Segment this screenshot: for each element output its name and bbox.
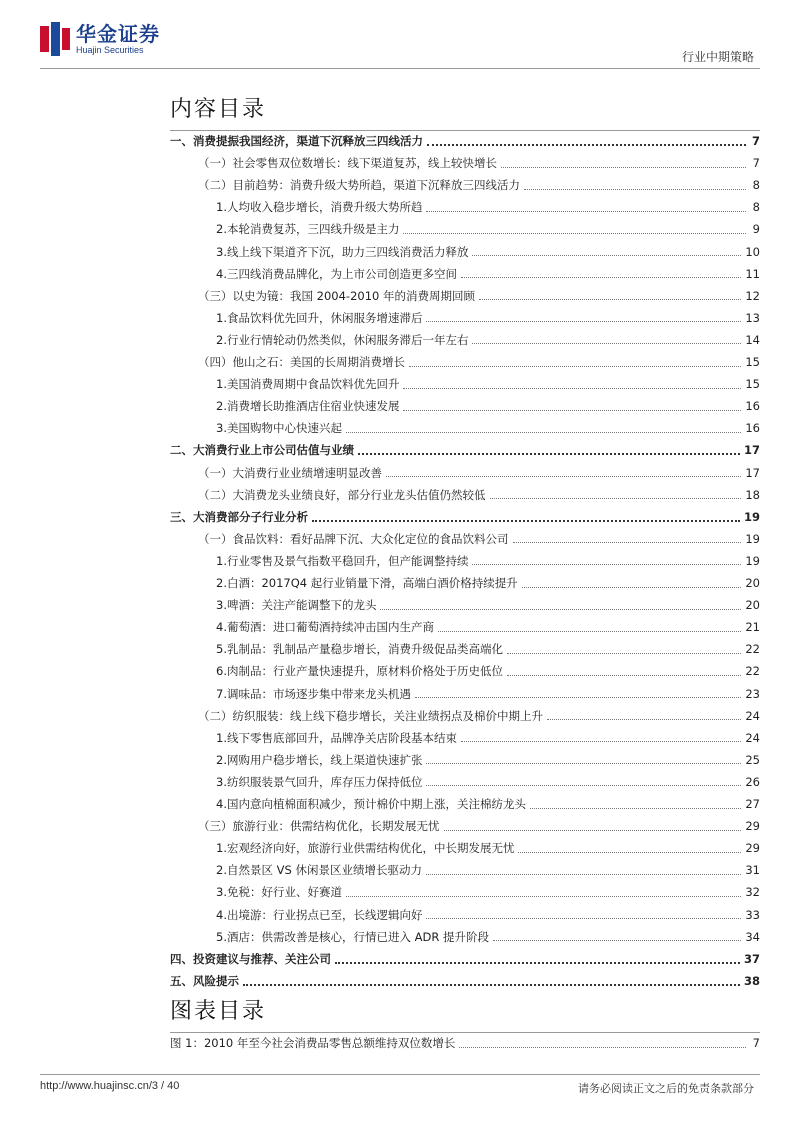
toc-entry[interactable] — [170, 285, 760, 307]
page-header — [0, 0, 800, 72]
toc-leader-dots — [415, 697, 741, 698]
toc-entry[interactable] — [170, 130, 760, 152]
toc-entry-page: 15 — [745, 377, 760, 392]
toc-entry[interactable] — [170, 417, 760, 439]
toc-entry[interactable] — [170, 373, 760, 395]
toc-leader-dots — [403, 233, 746, 234]
toc-leader-dots — [426, 211, 746, 212]
toc-leader-dots — [479, 299, 741, 300]
logo-mark-icon — [40, 22, 70, 56]
toc-entry-label: 1.宏观经济向好，旅游行业供需结构优化，中长期发展无忧 — [216, 841, 515, 856]
toc-entry-label: （三）以史为镜：我国 2004-2010 年的消费周期回顾 — [198, 288, 475, 303]
toc-entry[interactable] — [170, 218, 760, 240]
toc-leader-dots — [426, 874, 741, 875]
toc-entry-label: 二、大消费行业上市公司估值与业绩 — [170, 443, 354, 458]
toc-entry[interactable] — [170, 329, 760, 351]
toc-leader-dots — [507, 653, 741, 654]
toc-entry-label: 三、大消费部分子行业分析 — [170, 509, 308, 524]
toc-leader-dots — [459, 1047, 746, 1048]
toc-entry-label: 3.线上线下渠道齐下沉，助力三四线消费活力释放 — [216, 244, 469, 259]
toc-entry-page: 8 — [752, 178, 760, 193]
toc-entry-page: 13 — [745, 310, 760, 325]
toc-leader-dots — [438, 631, 741, 632]
toc-leader-dots — [522, 587, 742, 588]
toc-leader-dots — [493, 940, 741, 941]
toc-entry[interactable] — [170, 506, 760, 528]
toc-entry[interactable] — [170, 815, 760, 837]
toc-entry[interactable] — [170, 1032, 760, 1054]
toc-entry[interactable] — [170, 904, 760, 926]
toc-entry[interactable] — [170, 749, 760, 771]
toc-entry[interactable] — [170, 926, 760, 948]
toc-entry-label: 3.纺织服装景气回升，库存压力保持低位 — [216, 774, 423, 789]
company-logo — [40, 22, 160, 56]
toc-leader-dots — [358, 453, 740, 455]
toc-entry-page: 10 — [745, 244, 760, 259]
toc-entry-page: 26 — [745, 774, 760, 789]
toc-entry-page: 25 — [745, 752, 760, 767]
toc-entry-label: 3.啤酒：关注产能调整下的龙头 — [216, 598, 377, 613]
toc-entry[interactable] — [170, 528, 760, 550]
toc-leader-dots — [409, 366, 741, 367]
toc-leader-dots — [501, 167, 746, 168]
toc-entry-label: （四）他山之石：美国的长周期消费增长 — [198, 355, 405, 369]
toc-entry-label: 5.乳制品：乳制品产量稳步增长，消费升级促品类高端化 — [216, 642, 503, 657]
toc-entry[interactable] — [170, 174, 760, 196]
toc-entry[interactable] — [170, 307, 760, 329]
toc-title: 内容目录 — [170, 97, 267, 122]
toc-leader-dots — [461, 741, 741, 742]
toc-entry-page: 14 — [745, 332, 760, 347]
toc-entry-label: 1.食品饮料优先回升，休闲服务增速滞后 — [216, 310, 423, 325]
toc-entry-page: 18 — [745, 487, 760, 502]
toc-entry[interactable] — [170, 152, 760, 174]
disclaimer-note: 请务必阅读正文之后的免责条款部分 — [578, 1082, 754, 1095]
toc-entry-page: 8 — [752, 200, 760, 215]
toc-leader-dots — [386, 476, 741, 477]
toc-entry[interactable] — [170, 395, 760, 417]
toc-entry-label: 5.酒店：供需改善是核心，行情已进入 ADR 提升阶段 — [216, 929, 489, 944]
toc-leader-dots — [507, 675, 741, 676]
logo-name-en: Huajin Securities — [76, 44, 144, 55]
toc-entry-label: （三）旅游行业：供需结构优化，长期发展无忧 — [198, 819, 440, 834]
toc-leader-dots — [472, 343, 741, 344]
toc-entry[interactable] — [170, 683, 760, 705]
toc-entry[interactable] — [170, 484, 760, 506]
toc-entry-label: 3.美国购物中心快速兴起 — [216, 421, 342, 436]
toc-entry-page: 7 — [752, 156, 760, 171]
toc-entry-page: 12 — [745, 288, 760, 303]
toc-leader-dots — [490, 498, 742, 499]
toc-entry-page: 17 — [745, 465, 760, 480]
toc-entry-page: 11 — [745, 266, 760, 281]
toc-leader-dots — [444, 830, 742, 831]
toc-entry-page: 29 — [745, 841, 760, 856]
toc-entry[interactable] — [170, 616, 760, 638]
toc-leader-dots — [403, 388, 741, 389]
toc-entry-page: 31 — [745, 863, 760, 878]
toc-entry-label: 1.人均收入稳步增长，消费升级大势所趋 — [216, 200, 423, 215]
toc-entry-label: 四、投资建议与推荐、关注公司 — [170, 951, 331, 966]
toc-entry-page: 20 — [745, 598, 760, 613]
toc-entry-label: 2.行业行情轮动仍然类似，休闲服务滞后一年左右 — [216, 332, 469, 347]
toc-entry-label: 1.行业零售及景气指数平稳回升，但产能调整持续 — [216, 553, 469, 568]
toc-entry-label: 4.三四线消费品牌化，为上市公司创造更多空间 — [216, 266, 457, 281]
toc-entry-page: 16 — [745, 399, 760, 414]
toc-entry[interactable] — [170, 837, 760, 859]
toc-entry-page: 22 — [745, 664, 760, 679]
toc-entry-label: 4.葡萄酒：进口葡萄酒持续冲击国内生产商 — [216, 620, 434, 635]
toc-entry-label: 4.出境游：行业拐点已至，长线逻辑向好 — [216, 907, 423, 922]
toc-entry-label: 3.免税：好行业、好赛道 — [216, 885, 342, 900]
toc-entry-page: 9 — [752, 222, 760, 237]
toc-leader-dots — [426, 785, 741, 786]
toc-entry-page: 15 — [745, 355, 760, 369]
toc-entry[interactable] — [170, 638, 760, 660]
toc-entry-label: 图 1：2010 年至今社会消费品零售总额维持双位数增长 — [170, 1036, 456, 1050]
toc-entry[interactable] — [170, 948, 760, 970]
toc-leader-dots — [513, 542, 742, 543]
toc-leader-dots — [524, 189, 746, 190]
toc-leader-dots — [312, 520, 740, 522]
toc-entry[interactable] — [170, 572, 760, 594]
toc-entry-page: 24 — [745, 708, 760, 723]
toc-entry[interactable] — [170, 881, 760, 903]
toc-entry-label: 2.本轮消费复苏，三四线升级是主力 — [216, 222, 400, 237]
toc-entry[interactable] — [170, 859, 760, 881]
toc-entry-page: 23 — [745, 686, 760, 701]
toc-entry-label: 2.自然景区 VS 休闲景区业绩增长驱动力 — [216, 863, 422, 878]
toc-entry-label: 2.消费增长助推酒店住宿业快速发展 — [216, 399, 400, 414]
toc-leader-dots — [346, 896, 741, 897]
toc-entry-label: （二）大消费龙头业绩良好，部分行业龙头估值仍然较低 — [198, 487, 486, 502]
toc-entry[interactable] — [170, 196, 760, 218]
logo-name-cn: 华金证券 — [76, 21, 160, 46]
toc-entry-label: （二）纺织服装：线上线下稳步增长，关注业绩拐点及棉价中期上升 — [198, 708, 543, 723]
toc-entry-label: （二）目前趋势：消费升级大势所趋，渠道下沉释放三四线活力 — [198, 178, 520, 193]
toc-entry[interactable] — [170, 970, 760, 992]
toc-entry-page: 33 — [745, 907, 760, 922]
toc-leader-dots — [243, 984, 740, 986]
toc-entry-page: 7 — [751, 134, 760, 148]
toc-entry-label: 2.白酒：2017Q4 起行业销量下滑，高端白酒价格持续提升 — [216, 576, 518, 590]
toc-entry[interactable] — [170, 727, 760, 749]
document-type: 行业中期策略 — [681, 50, 754, 64]
toc-entry-label: 1.美国消费周期中食品饮料优先回升 — [216, 377, 400, 392]
toc-entry[interactable] — [170, 351, 760, 373]
toc-entry-label: 2.网购用户稳步增长，线上渠道快速扩张 — [216, 752, 423, 767]
toc-entry[interactable] — [170, 241, 760, 263]
toc-entry-label: （一）大消费行业业绩增速明显改善 — [198, 465, 382, 480]
toc-leader-dots — [461, 277, 741, 278]
toc-entry-label: 6.肉制品：行业产量快速提升，原材料价格处于历史低位 — [216, 664, 503, 679]
toc-entry[interactable] — [170, 439, 760, 461]
toc-entry-page: 22 — [745, 642, 760, 657]
footer-url-link[interactable]: http://www.huajinsc.cn/3 / 40 — [40, 1080, 180, 1092]
toc-leader-dots — [547, 719, 741, 720]
toc-leader-dots — [380, 609, 741, 610]
toc-entry[interactable] — [170, 705, 760, 727]
toc-entry-label: 五、风险提示 — [170, 973, 239, 988]
toc-entry-page: 16 — [745, 421, 760, 436]
toc-entry-page: 17 — [743, 443, 760, 458]
toc-entry-page: 19 — [743, 509, 760, 524]
toc-entry-page: 19 — [745, 531, 760, 546]
footer-divider — [40, 1074, 760, 1075]
toc-entry[interactable] — [170, 263, 760, 285]
toc-entry-page: 7 — [752, 1036, 760, 1050]
toc-entry[interactable] — [170, 793, 760, 815]
toc-leader-dots — [472, 255, 741, 256]
toc-entry[interactable] — [170, 771, 760, 793]
toc-entry-page: 29 — [745, 819, 760, 834]
toc-entry[interactable] — [170, 660, 760, 682]
toc-entry-page: 21 — [745, 620, 760, 635]
toc-entry-page: 19 — [745, 553, 760, 568]
toc-entry-label: 4.国内意向植棉面积减少，预计棉价中期上涨，关注棉纺龙头 — [216, 797, 526, 811]
toc-leader-dots — [346, 432, 741, 433]
toc-leader-dots — [472, 564, 741, 565]
toc-entry-label: 7.调味品：市场逐步集中带来龙头机遇 — [216, 686, 411, 701]
toc-entry[interactable] — [170, 462, 760, 484]
toc-entry-page: 27 — [745, 797, 760, 811]
toc-entry[interactable] — [170, 550, 760, 572]
toc-leader-dots — [335, 962, 740, 964]
toc-entry-page: 38 — [743, 973, 760, 988]
toc-leader-dots — [403, 410, 741, 411]
toc-entry-page: 32 — [745, 885, 760, 900]
toc-entry-label: （一）食品饮料：看好品牌下沉、大众化定位的食品饮料公司 — [198, 531, 509, 546]
toc-entry-page: 37 — [743, 951, 760, 966]
toc-leader-dots — [426, 763, 741, 764]
header-divider — [40, 68, 760, 69]
toc-entry-page: 24 — [745, 730, 760, 745]
toc-leader-dots — [427, 144, 746, 146]
toc-entry-page: 20 — [745, 576, 760, 590]
toc-entry-label: 1.线下零售底部回升，品牌净关店阶段基本结束 — [216, 730, 457, 745]
toc-entry[interactable] — [170, 594, 760, 616]
toc-entry-label: 一、消费提振我国经济，渠道下沉释放三四线活力 — [170, 134, 423, 148]
toc-leader-dots — [530, 808, 741, 809]
toc-leader-dots — [426, 321, 741, 322]
toc-entry-label: （一）社会零售双位数增长：线下渠道复苏，线上较快增长 — [198, 156, 497, 171]
toc-leader-dots — [426, 918, 741, 919]
toc-leader-dots — [518, 852, 741, 853]
toc-entry-page: 34 — [745, 929, 760, 944]
figures-title: 图表目录 — [170, 999, 267, 1024]
